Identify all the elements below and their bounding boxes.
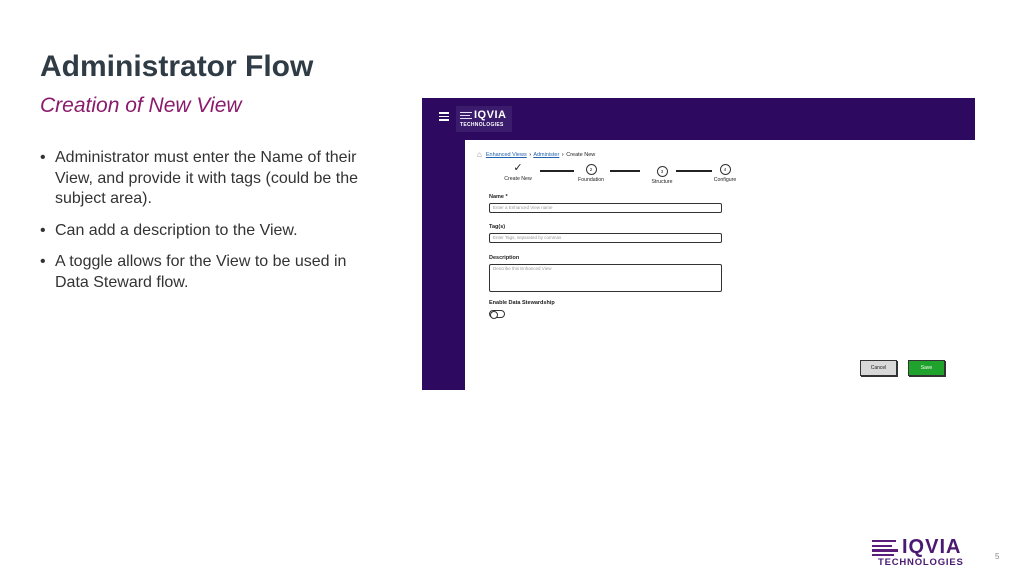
breadcrumb-administer[interactable]: Administer xyxy=(533,152,560,158)
breadcrumb-enhanced-views[interactable]: Enhanced Views xyxy=(485,152,527,158)
step-number: 2 xyxy=(586,164,597,175)
stewardship-label: Enable Data Stewardship xyxy=(489,300,555,306)
app-logo: IQVIA TECHNOLOGIES xyxy=(456,106,512,132)
cancel-button[interactable]: Cancel xyxy=(860,360,897,376)
chevron-right-icon: › xyxy=(529,152,532,158)
save-button[interactable]: Save xyxy=(908,360,945,376)
name-input[interactable]: Enter a Enhanced View name xyxy=(489,203,722,213)
step-configure[interactable]: 4 Configure xyxy=(705,164,745,183)
step-number: 4 xyxy=(720,164,731,175)
bullet-item: • A toggle allows for the View to be used in Data Steward flow. xyxy=(40,253,347,291)
bullet-item: • Can add a description to the View. xyxy=(40,221,298,239)
description-label: Description xyxy=(489,255,520,261)
step-create-new[interactable]: ✓ Create New xyxy=(498,164,538,182)
checkmark-icon: ✓ xyxy=(513,162,523,174)
app-mockup xyxy=(422,98,975,390)
left-nav-bar xyxy=(422,98,465,390)
chevron-right-icon: › xyxy=(561,152,564,158)
breadcrumb xyxy=(477,150,595,159)
toggle-knob xyxy=(490,311,498,319)
breadcrumb-current: Create New xyxy=(566,152,596,158)
tags-input[interactable]: Enter Tags, separated by commas xyxy=(489,233,722,243)
description-textarea[interactable]: Describe this Enhanced View xyxy=(489,264,722,292)
step-foundation[interactable]: 2 Foundation xyxy=(571,164,611,183)
home-icon[interactable]: ⌂ xyxy=(477,150,482,159)
stewardship-toggle[interactable] xyxy=(489,310,505,318)
hamburger-icon[interactable] xyxy=(439,112,449,120)
slide-title: Administrator Flow xyxy=(40,50,314,83)
iqvia-logo: IQVIA TECHNOLOGIES xyxy=(872,536,972,568)
tags-label: Tag(s) xyxy=(489,224,506,230)
name-label: Name * xyxy=(489,194,508,200)
logo-lines-icon xyxy=(460,112,472,120)
page-number: 5 xyxy=(995,552,1000,561)
step-connector xyxy=(540,170,574,172)
bullet-list xyxy=(40,148,360,304)
step-structure[interactable]: 3 Structure xyxy=(642,166,682,185)
bullet-item: • Administrator must enter the Name of their View, and provide it with tags (could be the subject area). xyxy=(40,149,358,207)
logo-lines-icon xyxy=(872,540,898,559)
slide-subtitle: Creation of New View xyxy=(40,94,242,117)
step-number: 3 xyxy=(657,166,668,177)
step-connector xyxy=(610,170,640,172)
